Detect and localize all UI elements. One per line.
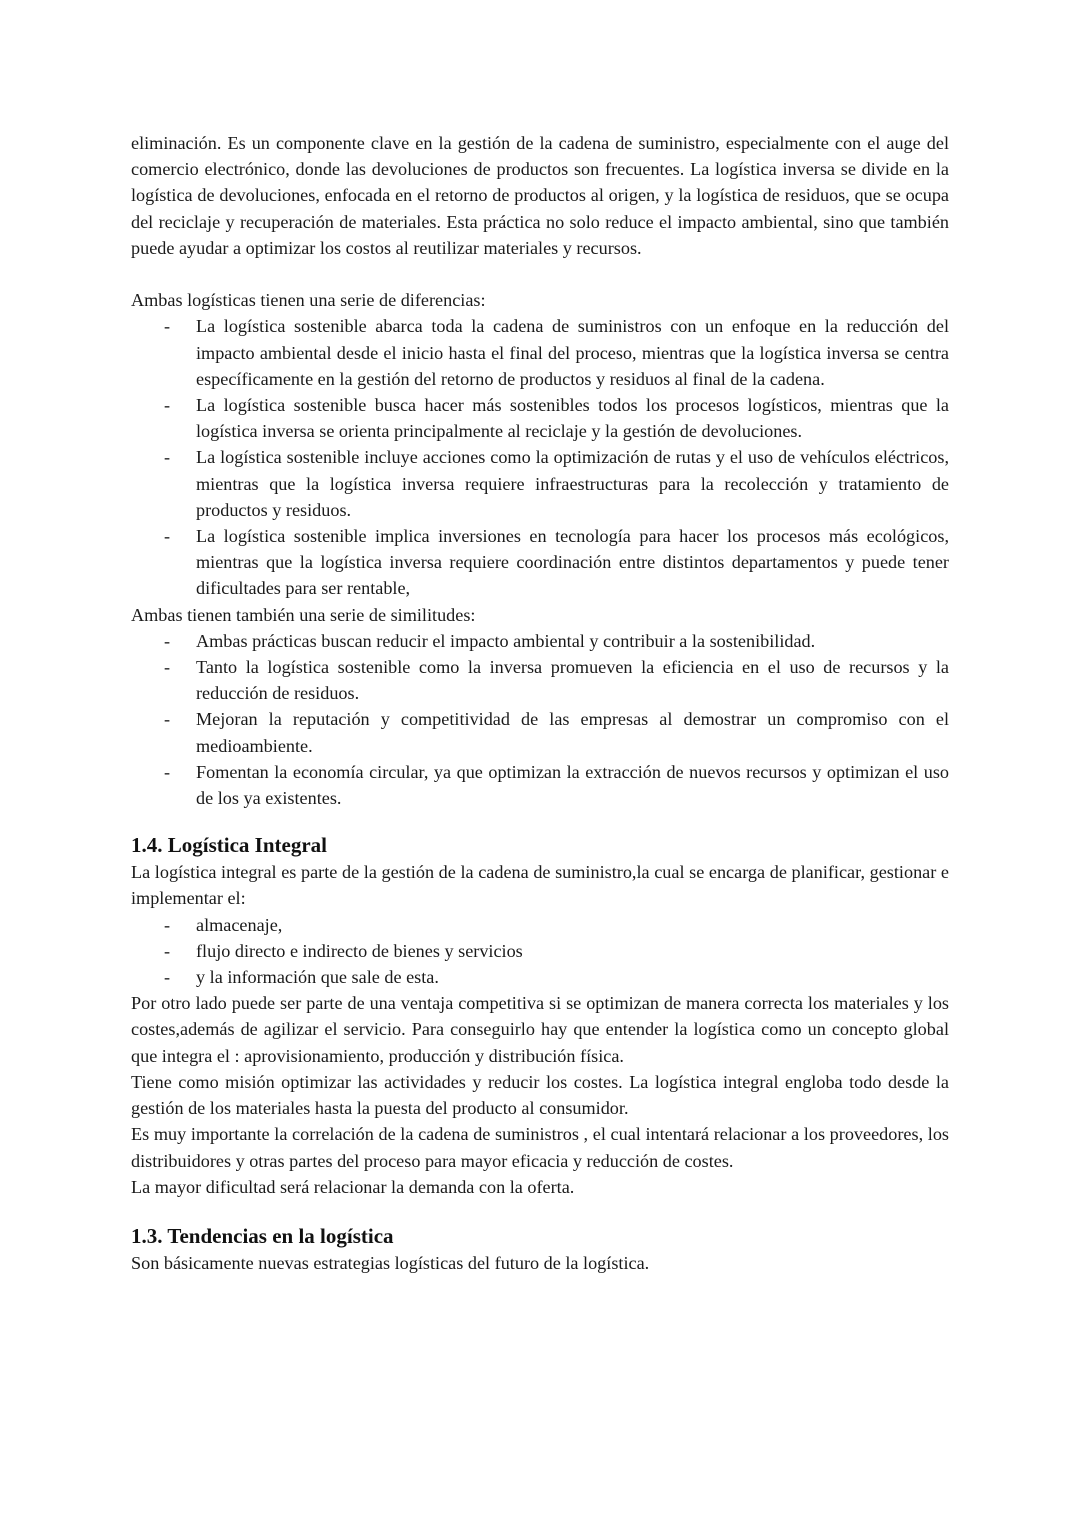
differences-list [131, 313, 949, 601]
blank-line [131, 1200, 949, 1222]
list-item: - La logística sostenible abarca toda la cadena de suministros con un enfoque en la reducción del impacto ambiental desde el inicio hasta el final del proceso, mientras que la logística inversa se centra específicamente en la gestión del retorno de productos y residuos al final de la cadena. [196, 313, 949, 392]
list-item: - La logística sostenible implica inversiones en tecnología para hacer los procesos más ecológicos, mientras que la logística inversa requiere coordinación entre distintos departamentos y puede tener dificultades para ser rentable, [196, 523, 949, 602]
list-item: - Ambas prácticas buscan reducir el impacto ambiental y contribuir a la sostenibilidad. [196, 628, 949, 654]
section-heading-integral: 1.4. Logística Integral [131, 833, 327, 858]
list-item: - Tanto la logística sostenible como la inversa promueven la eficiencia en el uso de recursos y la reducción de residuos. [196, 654, 949, 706]
integral-lead: La logística integral es parte de la gestión de la cadena de suministro,la cual se encarga de planificar, gestionar e implementar el: [131, 862, 949, 909]
differences-lead: Ambas logísticas tienen una serie de diferencias: [131, 290, 486, 311]
list-item: - y la información que sale de esta. [196, 964, 949, 990]
list-item: - Fomentan la economía circular, ya que optimizan la extracción de nuevos recursos y optimizan el uso de los ya existentes. [196, 759, 949, 811]
integral-paragraph: Por otro lado puede ser parte de una ventaja competitiva si se optimizan de manera correcta los materiales y los costes,además de agilizar el servicio. Para conseguirlo hay que entender la logística como un concepto global que integra el : aprovisionamiento, producción y distribución física. [131, 993, 949, 1066]
integral-paragraph: Es muy importante la correlación de la cadena de suministros , el cual intentará relacionar a los proveedores, los distribuidores y otras partes del proceso para mayor eficacia y reducción de costes. [131, 1124, 949, 1171]
integral-paragraph: La mayor dificultad será relacionar la demanda con la oferta. [131, 1176, 575, 1197]
list-item: - La logística sostenible busca hacer más sostenibles todos los procesos logísticos, mientras que la logística inversa se orienta principalmente al reciclaje y la gestión de devoluciones. [196, 392, 949, 444]
list-item: - almacenaje, [196, 912, 949, 938]
integral-paragraph: Tiene como misión optimizar las actividades y reducir los costes. La logística integral engloba todo desde la gestión de los materiales hasta la puesta del producto al consumidor. [131, 1071, 949, 1119]
blank-line [131, 811, 949, 831]
tendencias-paragraph: Son básicamente nuevas estrategias logísticas del futuro de la logística. [131, 1252, 650, 1273]
similarities-lead: Ambas tienen también una serie de similitudes: [131, 604, 476, 625]
similarities-list [131, 628, 949, 811]
section-heading-tendencias: 1.3. Tendencias en la logística [131, 1223, 394, 1248]
list-item: - La logística sostenible incluye acciones como la optimización de rutas y el uso de vehículos eléctricos, mientras que la logística inversa requiere infraestructuras para la recolección y tratamiento de productos y residuos. [196, 444, 949, 523]
document-page [131, 130, 949, 1276]
intro-paragraph: eliminación. Es un componente clave en la gestión de la cadena de suministro, especialmente con el auge del comercio electrónico, donde las devoluciones de productos son frecuentes. La logística inversa se divide en la logística de devoluciones, enfocada en el retorno de productos al origen, y la logística de residuos, que se ocupa del reciclaje y recuperación de materiales. Esta práctica no solo reduce el impacto ambiental, sino que también puede ayudar a optimizar los costos al reutilizar materiales y recursos. [131, 133, 949, 258]
list-item: - Mejoran la reputación y competitividad de las empresas al demostrar un compromiso con el medioambiente. [196, 706, 949, 758]
blank-line [131, 261, 949, 287]
list-item: - flujo directo e indirecto de bienes y servicios [196, 938, 949, 964]
integral-list [131, 912, 949, 991]
